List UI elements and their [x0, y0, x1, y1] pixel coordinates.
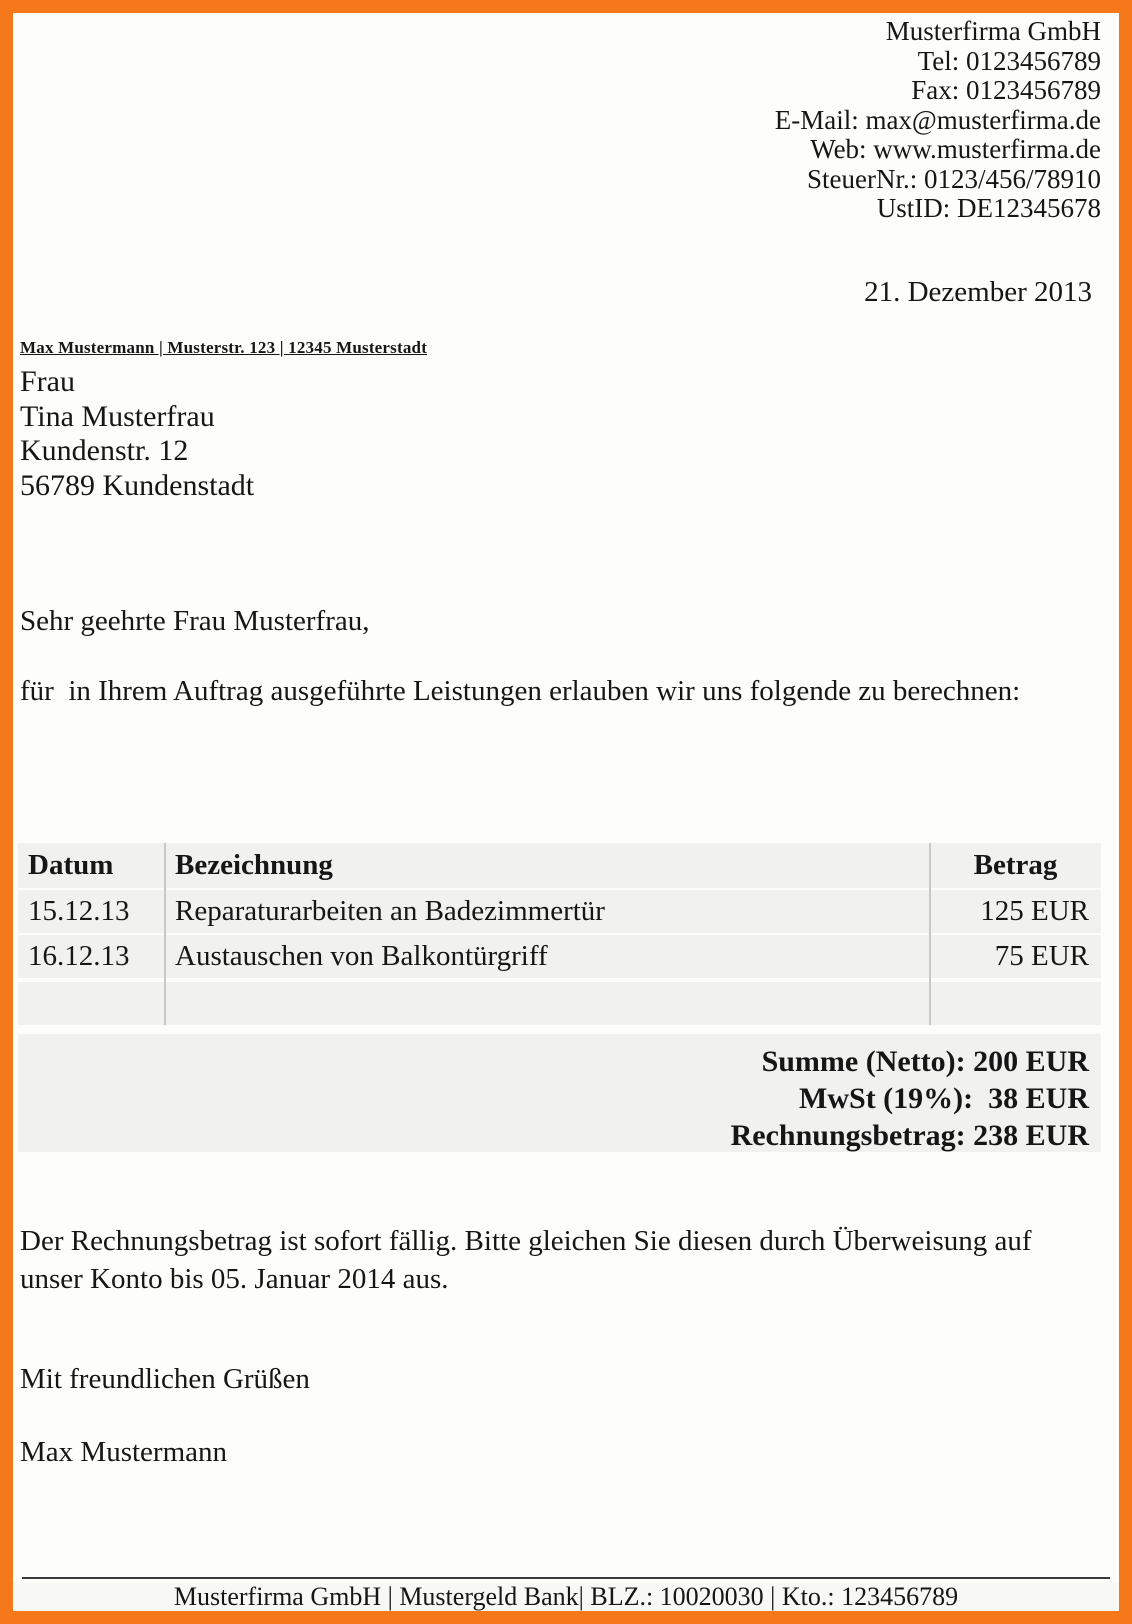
row-bezeichnung: Austauschen von Balkontürgriff	[165, 935, 930, 978]
row-bezeichnung	[165, 982, 930, 1025]
row-betrag: 75 EUR	[930, 935, 1101, 978]
total-mwst: MwSt (19%): 38 EUR	[799, 1082, 1089, 1115]
header-betrag: Betrag	[930, 843, 1101, 888]
signature-name: Max Mustermann	[20, 1436, 227, 1468]
row-bezeichnung: Reparaturarbeiten an Badezimmertür	[165, 890, 930, 933]
letter-salutation: Sehr geehrte Frau Musterfrau,	[20, 605, 370, 637]
company-name: Musterfirma GmbH	[885, 16, 1101, 46]
recipient-street: Kundenstr. 12	[20, 434, 189, 467]
company-web: Web: www.musterfirma.de	[810, 134, 1101, 164]
total-netto: Summe (Netto): 200 EUR	[761, 1045, 1089, 1078]
recipient-city: 56789 Kundenstadt	[20, 468, 255, 502]
total-rechnungsbetrag: Rechnungsbetrag: 238 EUR	[730, 1119, 1089, 1152]
row-datum: 15.12.13	[18, 890, 165, 933]
letter-closing: Mit freundlichen Grüßen	[20, 1363, 310, 1395]
invoice-date: 21. Dezember 2013	[864, 276, 1092, 308]
company-vat-id: UstID: DE12345678	[876, 193, 1101, 223]
payment-terms-paragraph: Der Rechnungsbetrag ist sofort fällig. Bitte gleichen Sie diesen durch Überweisung auf unser Konto bis 05. Januar 2014 aus.	[20, 1225, 1032, 1295]
table-row	[18, 935, 1101, 978]
header-datum: Datum	[18, 843, 165, 888]
letter-intro-paragraph: für in Ihrem Auftrag ausgeführte Leistungen erlauben wir uns folgende zu berechnen:	[20, 675, 1021, 707]
company-fax: Fax: 0123456789	[911, 75, 1101, 105]
table-row-empty	[18, 982, 1101, 1025]
table-row	[18, 890, 1101, 933]
company-tax-number: SteuerNr.: 0123/456/78910	[807, 163, 1101, 194]
row-betrag: 125 EUR	[930, 890, 1101, 933]
row-datum	[18, 982, 165, 1025]
row-betrag	[930, 982, 1101, 1025]
recipient-salutation-title: Frau	[20, 365, 75, 398]
company-phone: Tel: 0123456789	[917, 45, 1101, 76]
header-bezeichnung: Bezeichnung	[165, 843, 930, 888]
totals-block	[18, 1034, 1101, 1152]
recipient-name: Tina Musterfrau	[20, 399, 215, 433]
table-header-row	[18, 843, 1101, 888]
invoice-items-table	[18, 843, 1101, 1152]
recipient-address-block	[20, 338, 427, 503]
company-contact-block	[775, 17, 1101, 224]
sender-return-address: Max Mustermann | Musterstr. 123 | 12345 Musterstadt	[20, 338, 428, 357]
company-email: E-Mail: max@musterfirma.de	[774, 104, 1101, 135]
footer-divider-line	[22, 1577, 1110, 1579]
column-separator-datum	[164, 843, 166, 1025]
footer-bank-details: Musterfirma GmbH | Mustergeld Bank| BLZ.: 10020030 | Kto.: 123456789	[13, 1582, 1119, 1616]
row-datum: 16.12.13	[18, 935, 165, 978]
column-separator-betrag	[929, 843, 931, 1025]
